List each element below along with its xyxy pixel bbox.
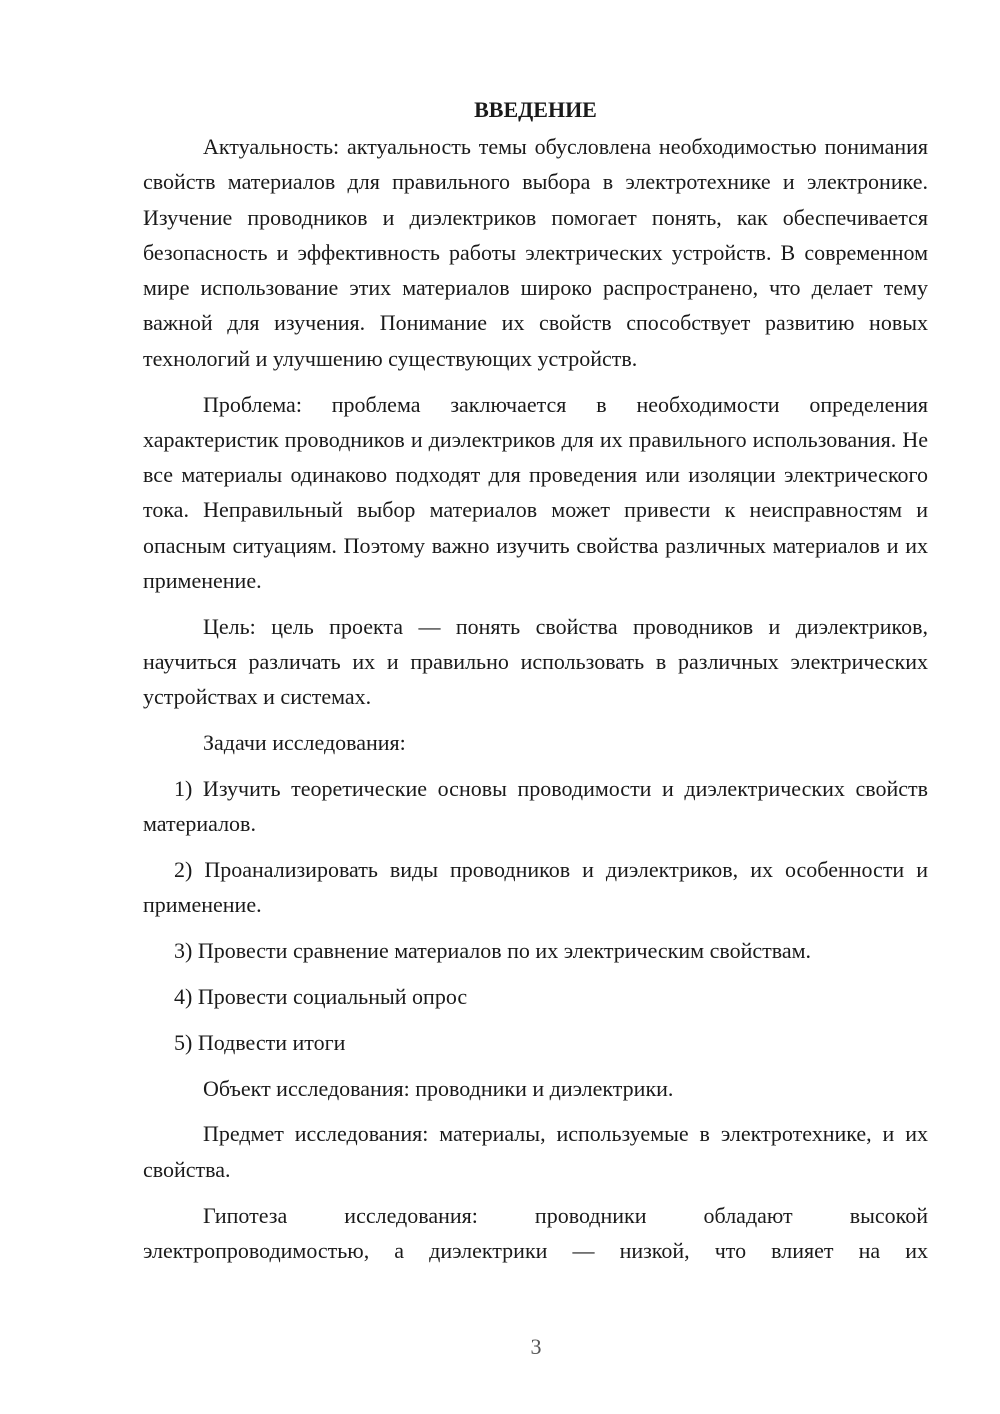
paragraph-hypothesis: Гипотеза исследования: проводники обладают высокой электропроводимостью, а диэлектрики — низкой, что влияет на их: [143, 1202, 928, 1263]
task-item-2: 2) Проанализировать виды проводников и диэлектриков, их особенности и применение.: [143, 857, 928, 918]
paragraph-object: Объект исследования: проводники и диэлектрики.: [203, 1075, 674, 1101]
paragraph-subject: Предмет исследования: материалы, используемые в электротехнике, и их свойства.: [143, 1121, 928, 1182]
paragraph-relevance: Актуальность: актуальность темы обусловлена необходимостью понимания свойств материалов для правильного выбора в электротехнике и электронике. Изучение проводников и диэлектриков помогает понять, как обеспечивается безопасность и эффективность работы электрических устройств. В современном мире использование этих материалов широко распространено, что делает тему важной для изучения. Понимание их свойств способствует развитию новых технологий и улучшению существующих устройств.: [143, 134, 928, 371]
task-item-5: 5) Подвести итоги: [174, 1029, 346, 1055]
paragraph-problem: Проблема: проблема заключается в необходимости определения характеристик проводников и диэлектриков для их правильного использования. Не все материалы одинаково подходят для проведения или изоляции электрического тока. Неправильный выбор материалов может привести к неисправностям и опасным ситуациям. Поэтому важно изучить свойства различных материалов и их применение.: [143, 391, 928, 594]
task-item-3: 3) Провести сравнение материалов по их электрическим свойствам.: [174, 938, 812, 964]
task-item-1: 1) Изучить теоретические основы проводимости и диэлектрических свойств материалов.: [143, 776, 928, 837]
page-number: 3: [530, 1334, 542, 1359]
task-item-4: 4) Провести социальный опрос: [174, 984, 468, 1010]
page-content: [143, 92, 928, 1279]
section-heading: ВВЕДЕНИЕ: [474, 97, 597, 122]
paragraph-tasks-intro: Задачи исследования:: [203, 730, 406, 756]
paragraph-goal: Цель: цель проекта — понять свойства проводников и диэлектриков, научиться различать их и правильно использовать в различных электрических устройствах и системах.: [143, 613, 928, 710]
